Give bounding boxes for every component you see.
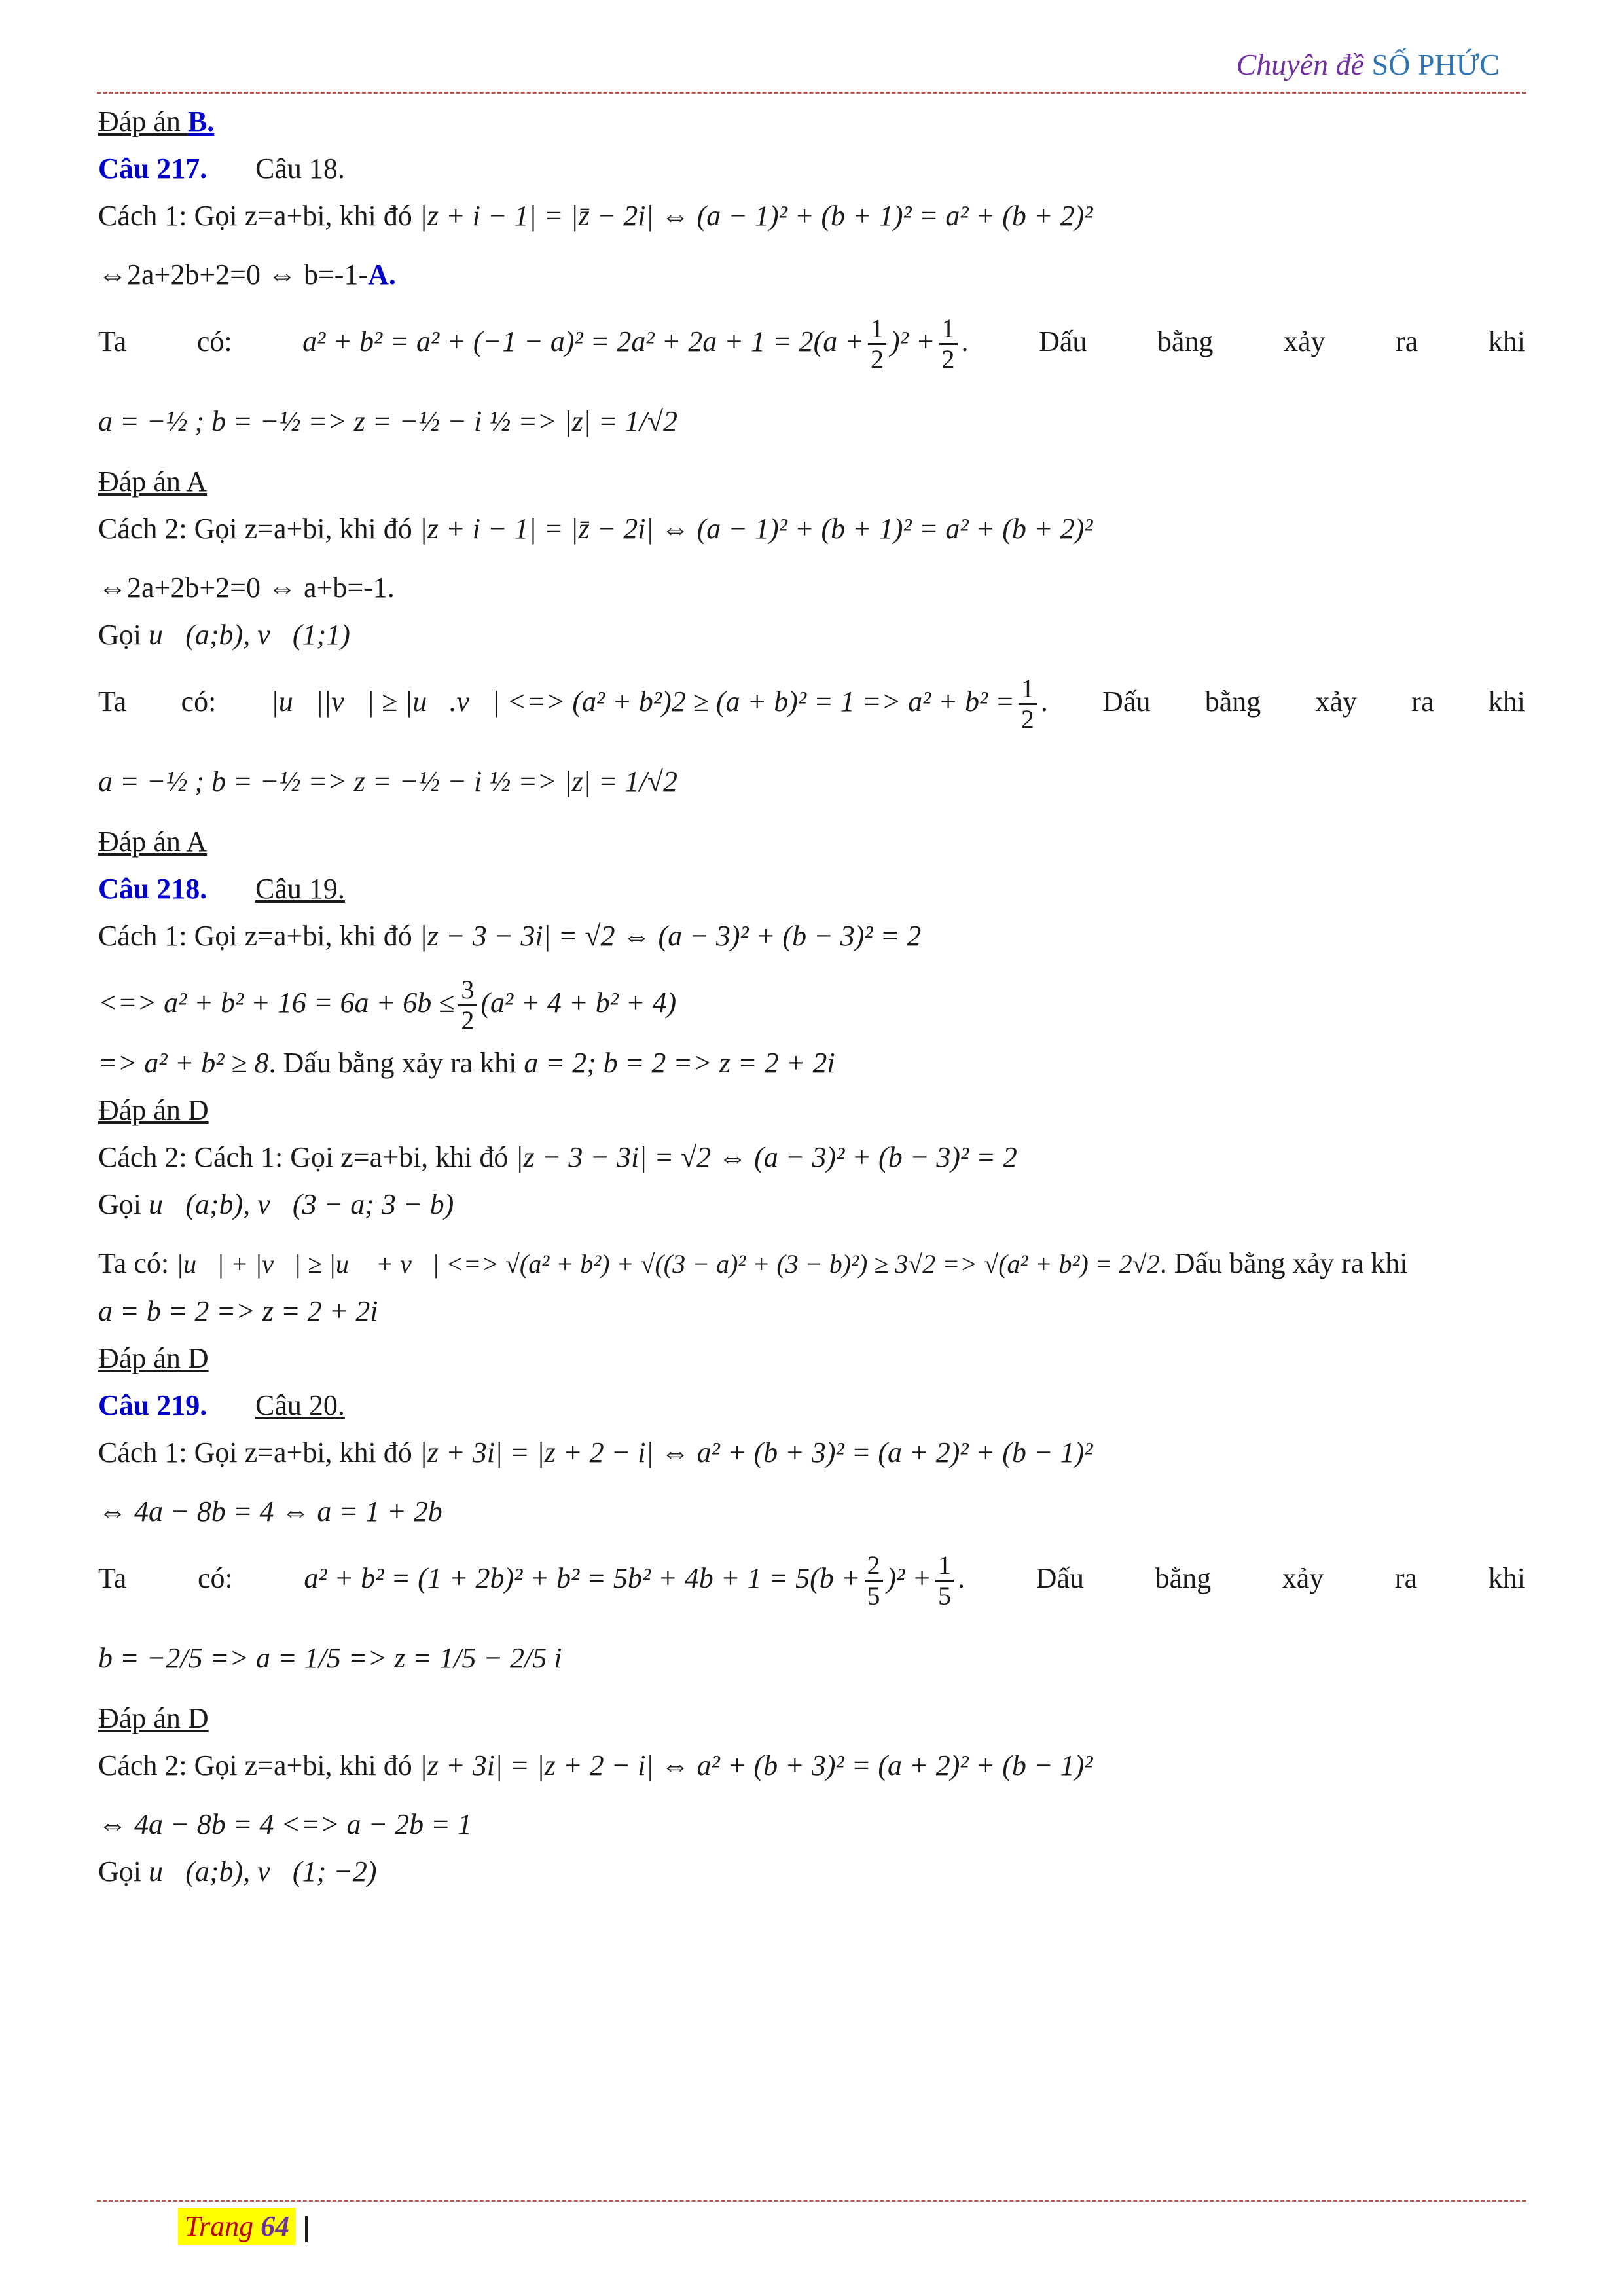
- math: => a² + b² ≥ 8: [98, 1047, 269, 1079]
- math-line: [98, 966, 1525, 1040]
- question-219: [98, 1382, 1525, 1429]
- result-line: [98, 1040, 1525, 1087]
- fraction: [458, 975, 477, 1035]
- answer-line: [98, 98, 1525, 145]
- vector-line: [98, 1181, 1525, 1228]
- math-text: |u⃗||v⃗| ≥ |u⃗.v⃗| <=> (a² + b²)2 ≥ (a + b)² = 1 => a² + b² =: [270, 685, 1015, 718]
- math-line: [98, 1801, 1525, 1848]
- answer-line: Đáp án D: [98, 1702, 209, 1734]
- numerator: 1: [935, 1551, 954, 1582]
- math: |u⃗||v⃗| ≥ |u⃗.v⃗| <=> (a² + b²)2 ≥ (a + b)² = 1 => a² + b² = $\frac{1}{2}$ .: [270, 674, 1048, 735]
- footer: [178, 2210, 308, 2243]
- math-line: [98, 385, 1525, 458]
- math: a = −½ ; b = −½ => z = −½ − i ½ => |z| = 1/√2: [98, 405, 677, 437]
- denominator: 5: [867, 1581, 880, 1611]
- text: Cách 1: Gọi z=a+bi, khi đó: [98, 200, 420, 232]
- method-line: [98, 1429, 1525, 1476]
- math: a = b = 2 => z = 2 + 2i: [98, 1295, 378, 1327]
- method-line: [98, 1134, 1525, 1181]
- fraction: [865, 1551, 883, 1611]
- math: a = 2; b = 2 => z = 2 + 2i: [524, 1047, 835, 1079]
- footer-divider: [97, 2200, 1526, 2202]
- text: Gọi: [98, 1855, 149, 1887]
- math-line: [98, 1288, 1525, 1335]
- text: Gọi: [98, 1188, 149, 1220]
- numerator: 1: [868, 314, 886, 345]
- denominator: 2: [1020, 704, 1034, 735]
- math: <=> a² + b² + 16 = 6a + 6b ≤: [98, 987, 455, 1019]
- word: khi: [1488, 1562, 1525, 1594]
- math: ⇔ 4a − 8b = 4 ⇔ a = 1 + 2b: [98, 1495, 442, 1527]
- method-line: [98, 1742, 1525, 1789]
- answer-line: Đáp án D: [98, 1094, 209, 1126]
- vector-line: [98, 1848, 1525, 1895]
- word: khi: [1488, 685, 1525, 718]
- math: |z + 3i| = |z + 2 − i| ⇔ a² + (b + 3)² = (a + 2)² + (b − 1)²: [419, 1436, 1093, 1468]
- math: |z + i − 1| = |z̄ − 2i| ⇔ (a − 1)² + (b + 1)² = a² + (b + 2)²: [419, 513, 1093, 545]
- numerator: 1: [1019, 674, 1037, 705]
- fraction: [1019, 674, 1037, 734]
- equation-line: ⇔2a+2b+2=0 ⇔ a+b=-1.: [98, 572, 395, 604]
- word: bằng: [1157, 325, 1214, 357]
- justified-line: [98, 665, 1525, 738]
- fraction: [939, 314, 958, 374]
- method-line: [98, 913, 1525, 960]
- footer-bar: [305, 2216, 308, 2242]
- word: ra: [1394, 1562, 1418, 1594]
- answer-line: Đáp án A: [98, 465, 208, 498]
- denominator: 2: [461, 1006, 475, 1036]
- math: ⇔ 4a − 8b = 4 <=> a − 2b = 1: [98, 1808, 472, 1840]
- math: |z + 3i| = |z + 2 − i| ⇔ a² + (b + 3)² = (a + 2)² + (b − 1)²: [419, 1749, 1093, 1781]
- math-text: )² +: [886, 1562, 932, 1594]
- answer-label: Đáp án: [98, 105, 188, 137]
- answer-line: Đáp án D: [98, 1342, 209, 1374]
- word: ra: [1411, 685, 1434, 718]
- word: ra: [1396, 325, 1418, 357]
- header-title: [1236, 47, 1500, 82]
- answer-line: Đáp án A: [98, 826, 208, 858]
- word: khi: [1488, 325, 1525, 357]
- math: u⃗(a;b), v⃗(1;1): [149, 619, 350, 651]
- math: u⃗(a;b), v⃗(3 − a; 3 − b): [149, 1188, 454, 1220]
- denominator: 2: [941, 344, 955, 374]
- word: xảy: [1315, 685, 1358, 718]
- inequality-line: [98, 1240, 1525, 1288]
- equation-line: [98, 251, 1525, 299]
- text: Ta có:: [98, 1247, 177, 1279]
- math-line: [98, 1622, 1525, 1695]
- math: |u⃗| + |v⃗| ≥ |u⃗ + v⃗| <=> √(a² + b²) + √((3 − a)² + (3 − b)²) ≥ 3√2 => √(a² + b²) = 2√2: [176, 1249, 1160, 1279]
- text: Cách 2: Gọi z=a+bi, khi đó: [98, 513, 420, 545]
- vector-line: [98, 611, 1525, 659]
- page-content: [98, 98, 1525, 1895]
- fraction: [935, 1551, 954, 1611]
- math-text: )² +: [890, 325, 935, 357]
- text: Cách 1: Gọi z=a+bi, khi đó: [98, 1436, 420, 1468]
- word: xảy: [1283, 325, 1326, 357]
- method-line: [98, 505, 1525, 553]
- question-number: Câu 219.: [98, 1389, 208, 1421]
- numerator: 2: [865, 1551, 883, 1582]
- page-number-box: [178, 2208, 296, 2245]
- question-ref: Câu 20.: [255, 1389, 345, 1421]
- header-title-prefix: Chuyên đề: [1236, 48, 1372, 81]
- text: Cách 2: Gọi z=a+bi, khi đó: [98, 1749, 420, 1781]
- math: b = −2/5 => a = 1/5 => z = 1/5 − 2/5 i: [98, 1642, 562, 1674]
- math-text: a² + b² = (1 + 2b)² + b² = 5b² + 4b + 1 = 5(b +: [304, 1562, 861, 1594]
- text: Cách 2: Cách 1: Gọi z=a+bi, khi đó: [98, 1141, 516, 1173]
- fraction: [868, 314, 886, 374]
- justified-line: [98, 305, 1525, 378]
- word: có:: [181, 685, 217, 718]
- question-ref: Câu 19.: [255, 873, 345, 905]
- math: |z − 3 − 3i| = √2 ⇔ (a − 3)² + (b − 3)² = 2: [419, 920, 922, 952]
- word: xảy: [1282, 1562, 1324, 1594]
- answer-letter: B.: [187, 105, 215, 137]
- math-text: a² + b² = a² + (−1 − a)² = 2a² + 2a + 1 = 2(a +: [302, 325, 864, 357]
- text: ⇔2a+2b+2=0 ⇔ b=-1-: [98, 259, 369, 291]
- math: |z − 3 − 3i| = √2 ⇔ (a − 3)² + (b − 3)² = 2: [515, 1141, 1017, 1173]
- word: Dấu: [1039, 325, 1087, 357]
- word: Dấu: [1102, 685, 1151, 718]
- math: |z + i − 1| = |z̄ − 2i| ⇔ (a − 1)² + (b + 1)² = a² + (b + 2)²: [419, 200, 1093, 232]
- word: Ta: [98, 1562, 127, 1594]
- text: . Dấu bằng xảy ra khi: [1159, 1247, 1408, 1279]
- word: Ta: [98, 685, 127, 718]
- text: Gọi: [98, 619, 149, 651]
- math-line: [98, 745, 1525, 818]
- question-217: [98, 145, 1525, 192]
- math: a² + b² = a² + (−1 − a)² = 2a² + 2a + 1 = 2(a + $\frac{1}{2}$ )² + $\frac{1}{2}$ .: [302, 314, 969, 374]
- question-ref: Câu 18.: [255, 153, 345, 185]
- math: (a² + 4 + b² + 4): [480, 987, 677, 1019]
- word: có:: [197, 1562, 233, 1594]
- numerator: 1: [939, 314, 958, 345]
- numerator: 3: [458, 975, 477, 1006]
- question-number: Câu 217.: [98, 153, 208, 185]
- page-number: 64: [261, 2210, 290, 2242]
- word: có:: [196, 325, 232, 357]
- math-line: [98, 1488, 1525, 1535]
- denominator: 2: [871, 344, 884, 374]
- word: bằng: [1204, 685, 1261, 718]
- page-label: Trang: [185, 2210, 261, 2242]
- math: u⃗(a;b), v⃗(1; −2): [149, 1855, 377, 1887]
- justified-line: [98, 1542, 1525, 1615]
- word: bằng: [1155, 1562, 1212, 1594]
- word: Ta: [98, 325, 127, 357]
- method-line: [98, 192, 1525, 240]
- text: Cách 1: Gọi z=a+bi, khi đó: [98, 920, 420, 952]
- text: . Dấu bằng xảy ra khi: [268, 1047, 524, 1079]
- math: a² + b² = (1 + 2b)² + b² = 5b² + 4b + 1 = 5(b + $\frac{2}{5}$ )² + $\frac{1}{5}$ .: [304, 1550, 965, 1611]
- question-number: Câu 218.: [98, 873, 208, 905]
- word: Dấu: [1036, 1562, 1084, 1594]
- answer-letter: A.: [368, 259, 396, 291]
- math: a = −½ ; b = −½ => z = −½ − i ½ => |z| = 1/√2: [98, 765, 677, 797]
- header-divider: [97, 92, 1526, 94]
- question-218: [98, 866, 1525, 913]
- header-title-accent: SỐ PHỨC: [1371, 48, 1500, 81]
- denominator: 5: [938, 1581, 952, 1611]
